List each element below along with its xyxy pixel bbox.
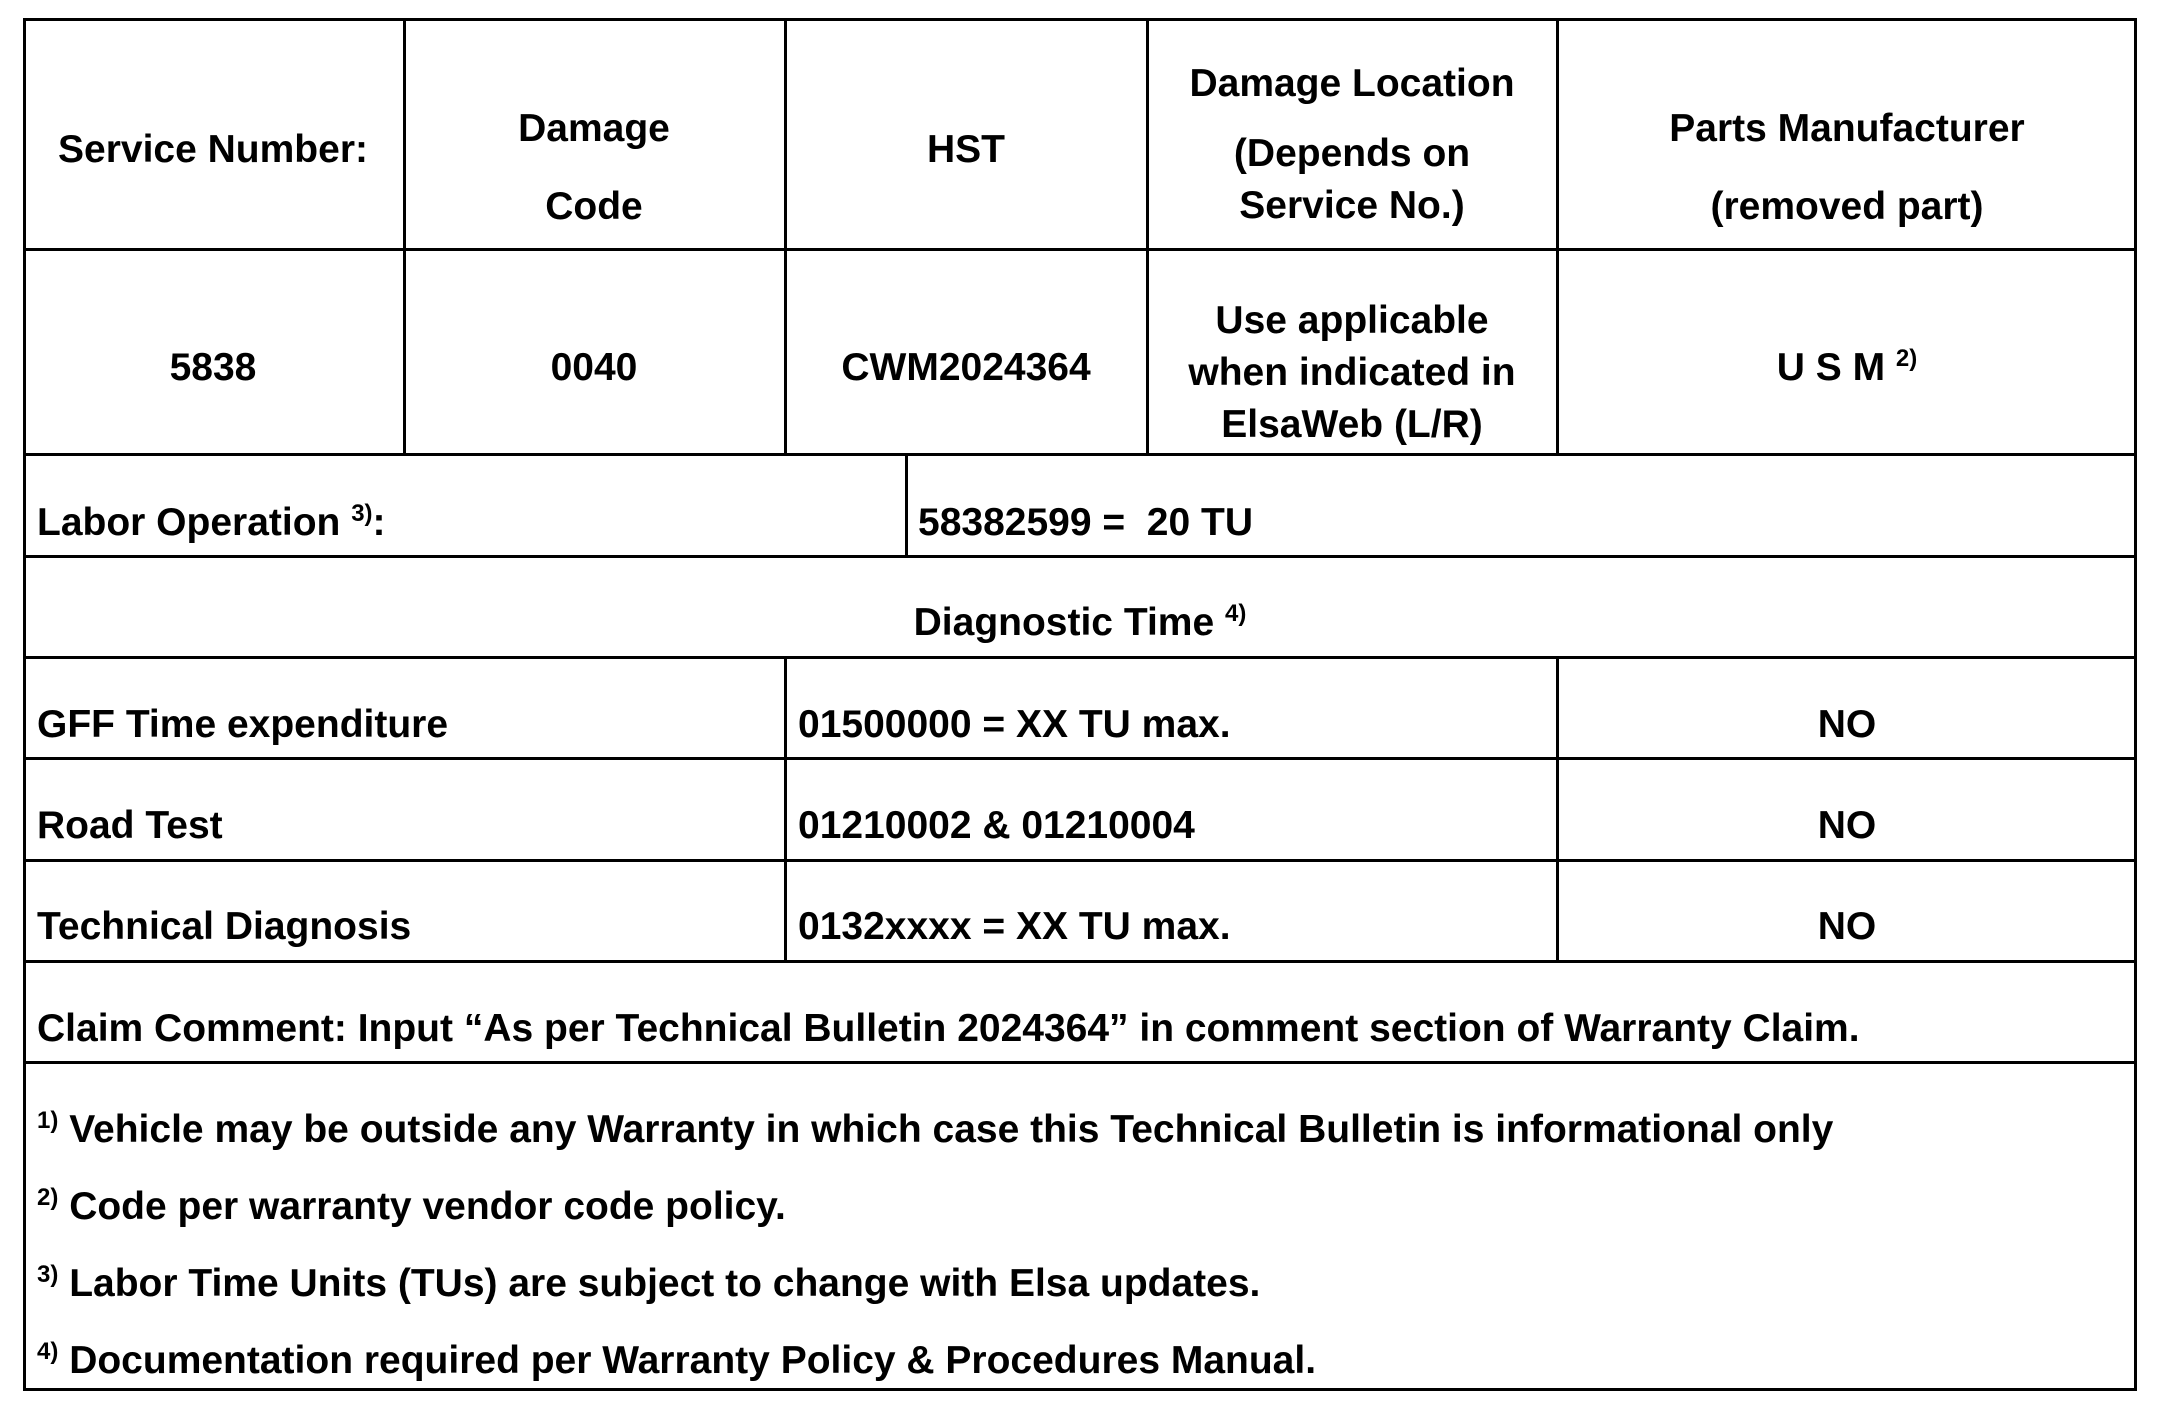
value-hst: CWM2024364 (841, 346, 1091, 389)
footnote-item: $^{1)}$ Vehicle may be outside any Warranty in which case this Technical Bulletin is informational only (37, 1107, 1834, 1151)
col-divider (905, 453, 908, 556)
row-divider (23, 1061, 2137, 1064)
value-service-number: 5838 (169, 346, 257, 389)
footnote-mark: 2) (37, 1184, 59, 1211)
row-divider (23, 555, 2137, 558)
diagnostic-row-code: 0132xxxx = XX TU max. (798, 905, 1231, 948)
diagnostic-row-label: GFF Time expenditure (37, 703, 449, 746)
footnote-ref: 4) (1225, 600, 1247, 627)
footnote-mark: 4) (37, 1338, 59, 1365)
diagnostic-row-value: NO (1817, 703, 1877, 746)
footnote-item: $^{2)}$ Code per warranty vendor code policy. (37, 1184, 786, 1228)
diagnostic-row-code: 01500000 = XX TU max. (798, 703, 1231, 746)
footnote-ref: 2) (1895, 345, 1918, 372)
header-parts-manufacturer: Parts Manufacturer (removed part) (1669, 107, 2025, 228)
footnote-ref: 3) (351, 500, 373, 527)
col-divider (1556, 18, 1559, 454)
col-divider (1556, 656, 1559, 961)
diagnostic-row-label: Road Test (37, 804, 223, 847)
labor-operation-value: 58382599 = 20 TU (918, 501, 1254, 544)
value-damage-code: 0040 (550, 346, 638, 389)
header-damage-code: Damage Code (518, 107, 670, 228)
claim-comment: Claim Comment: Input “As per Technical Bulletin 2024364” in comment section of Warranty Claim. (37, 1007, 1860, 1050)
header-service-number: Service Number: (58, 128, 368, 171)
diagnostic-row-value: NO (1817, 804, 1877, 847)
row-divider (23, 248, 2137, 251)
row-divider (23, 453, 2137, 456)
header-hst: HST (927, 128, 1005, 171)
diagnostic-row-label: Technical Diagnosis (37, 905, 412, 948)
diagnostic-row-code: 01210002 & 01210004 (798, 804, 1195, 847)
row-divider (23, 757, 2137, 760)
footnote-item: $^{4)}$ Documentation required per Warranty Policy & Procedures Manual. (37, 1338, 1317, 1382)
value-damage-location: Use applicable when indicated in ElsaWeb (L/R) (1188, 299, 1516, 446)
header-damage-location: Damage Location (Depends on Service No.) (1189, 62, 1515, 227)
row-divider (23, 960, 2137, 963)
diagnostic-row-value: NO (1817, 905, 1877, 948)
value-parts-manufacturer: U S M $^{2)}$ (1776, 345, 1918, 389)
col-divider (403, 18, 406, 454)
diagnostic-time-title: Diagnostic Time $^{4)}$ (913, 600, 1247, 644)
row-divider (23, 656, 2137, 659)
row-divider (23, 859, 2137, 862)
col-divider (1146, 18, 1149, 454)
labor-operation-label: Labor Operation $^{3)}$: (37, 500, 386, 544)
col-divider (784, 18, 787, 454)
footnote-mark: 3) (37, 1261, 59, 1288)
col-divider (784, 656, 787, 961)
footnote-mark: 1) (37, 1107, 59, 1134)
footnote-item: $^{3)}$ Labor Time Units (TUs) are subject to change with Elsa updates. (37, 1261, 1261, 1305)
